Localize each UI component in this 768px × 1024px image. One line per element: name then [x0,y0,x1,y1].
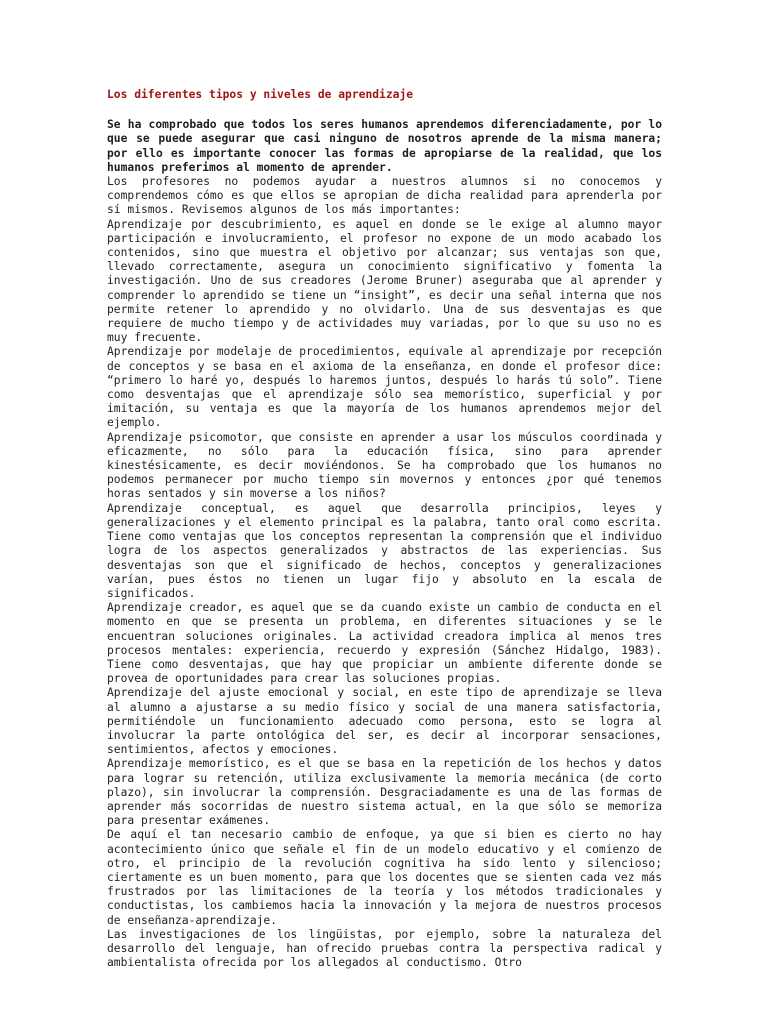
lead-paragraph: Se ha comprobado que todos los seres humanos aprendemos diferenciadamente, por lo que se puede asegurar que casi ninguno de nosotros aprende de la misma manera; por ello es importante conocer las formas de apropiarse de la realidad, que los humanos preferimos al momento de aprender. [107,118,662,174]
paragraph-cambio-enfoque: De aquí el tan necesario cambio de enfoque, ya que si bien es cierto no hay acontecimiento único que señale el fin de un modelo educativo y el comienzo de otro, el principio de la revolución cognitiva ha sido lento y silencioso; ciertamente es un buen momento, para que los docentes que se sienten cada vez más frustrados por las limitaciones de la teoría y los métodos tradicionales y conductistas, los cambiemos hacia la innovación y la mejora de nuestros procesos de enseñanza-aprendizaje. [107,828,662,927]
document-title: Los diferentes tipos y niveles de aprendizaje [107,88,414,101]
paragraph-ajuste-emocional: Aprendizaje del ajuste emocional y social, en este tipo de aprendizaje se lleva al alumno a ajustarse a su medio físico y social de una manera satisfactoria, permitiéndole un funcionamiento adecuado como persona, esto se logra al involucrar la parte ontológica del ser, es decir al incorporar sensaciones, sentimientos, afectos y emociones. [107,686,662,757]
paragraph-modelaje: Aprendizaje por modelaje de procedimientos, equivale al aprendizaje por recepción de conceptos y se basa en el axioma de la enseñanza, en donde el profesor dice: “primero lo haré yo, después lo haremos juntos, después lo harás tú solo”. Tiene como desventajas que el aprendizaje sólo sea memorístico, superficial y por imitación, su ventaja es que la mayoría de los humanos aprendemos mejor del ejemplo. [107,345,662,430]
paragraph-linguistas: Las investigaciones de los lingüistas, por ejemplo, sobre la naturaleza del desarrollo del lenguaje, han ofrecido pruebas contra la perspectiva radical y ambientalista ofrecida por los allegados al conductismo. Otro [107,927,662,970]
paragraph-memoristico: Aprendizaje memorístico, es el que se basa en la repetición de los hechos y datos para lograr su retención, utiliza exclusivamente la memoria mecánica (de corto plazo), sin involucrar la comprensión. Desgraciadamente es una de las formas de aprender más socorridas de nuestro sistema actual, en la que sólo se memoriza para presentar exámenes. [107,757,662,828]
paragraph-descubrimiento: Aprendizaje por descubrimiento, es aquel en donde se le exige al alumno mayor participación e involucramiento, el profesor no expone de un modo acabado los contenidos, sino que muestra el objetivo por alcanzar; sus ventajas son que, llevado correctamente, asegura un conocimiento significativo y fomenta la investigación. Uno de sus creadores (Jerome Bruner) aseguraba que al aprender y comprender lo aprendido se tiene un “insight”, es decir una señal interna que nos permite retener lo aprendido y no olvidarlo. Una de sus desventajas es que requiere de mucho tiempo y de actividades muy variadas, por lo que su uso no es muy frecuente. [107,217,662,345]
document-page [107,88,662,970]
paragraph-creador: Aprendizaje creador, es aquel que se da cuando existe un cambio de conducta en el momento en que se presenta un problema, en diferentes situaciones y se le encuentran soluciones originales. La actividad creadora implica al menos tres procesos mentales: experiencia, recuerdo y expresión (Sánchez Hidalgo, 1983). Tiene como desventajas, que hay que propiciar un ambiente diferente donde se provea de oportunidades para crear las soluciones propias. [107,601,662,686]
paragraph-intro: Los profesores no podemos ayudar a nuestros alumnos si no conocemos y comprendemos cómo es que ellos se apropian de dicha realidad para aprenderla por sí mismos. Revisemos algunos de los más importantes: [107,175,662,217]
paragraph-psicomotor: Aprendizaje psicomotor, que consiste en aprender a usar los músculos coordinada y eficazmente, no sólo para la educación física, sino para aprender kinestésicamente, es decir moviéndonos. Se ha comprobado que los humanos no podemos permanecer por mucho tiempo sin movernos y entonces ¿por qué tenemos horas sentados y sin moverse a los niños? [107,430,662,501]
paragraph-conceptual: Aprendizaje conceptual, es aquel que desarrolla principios, leyes y generalizaciones y el elemento principal es la palabra, tanto oral como escrita. Tiene como ventajas que los conceptos representan la comprensión que el individuo logra de los aspectos generalizados y abstractos de las experiencias. Sus desventajas son que el significado de hechos, conceptos y generalizaciones varían, pues éstos no tienen un lugar fijo y absoluto en la escala de significados. [107,501,662,600]
